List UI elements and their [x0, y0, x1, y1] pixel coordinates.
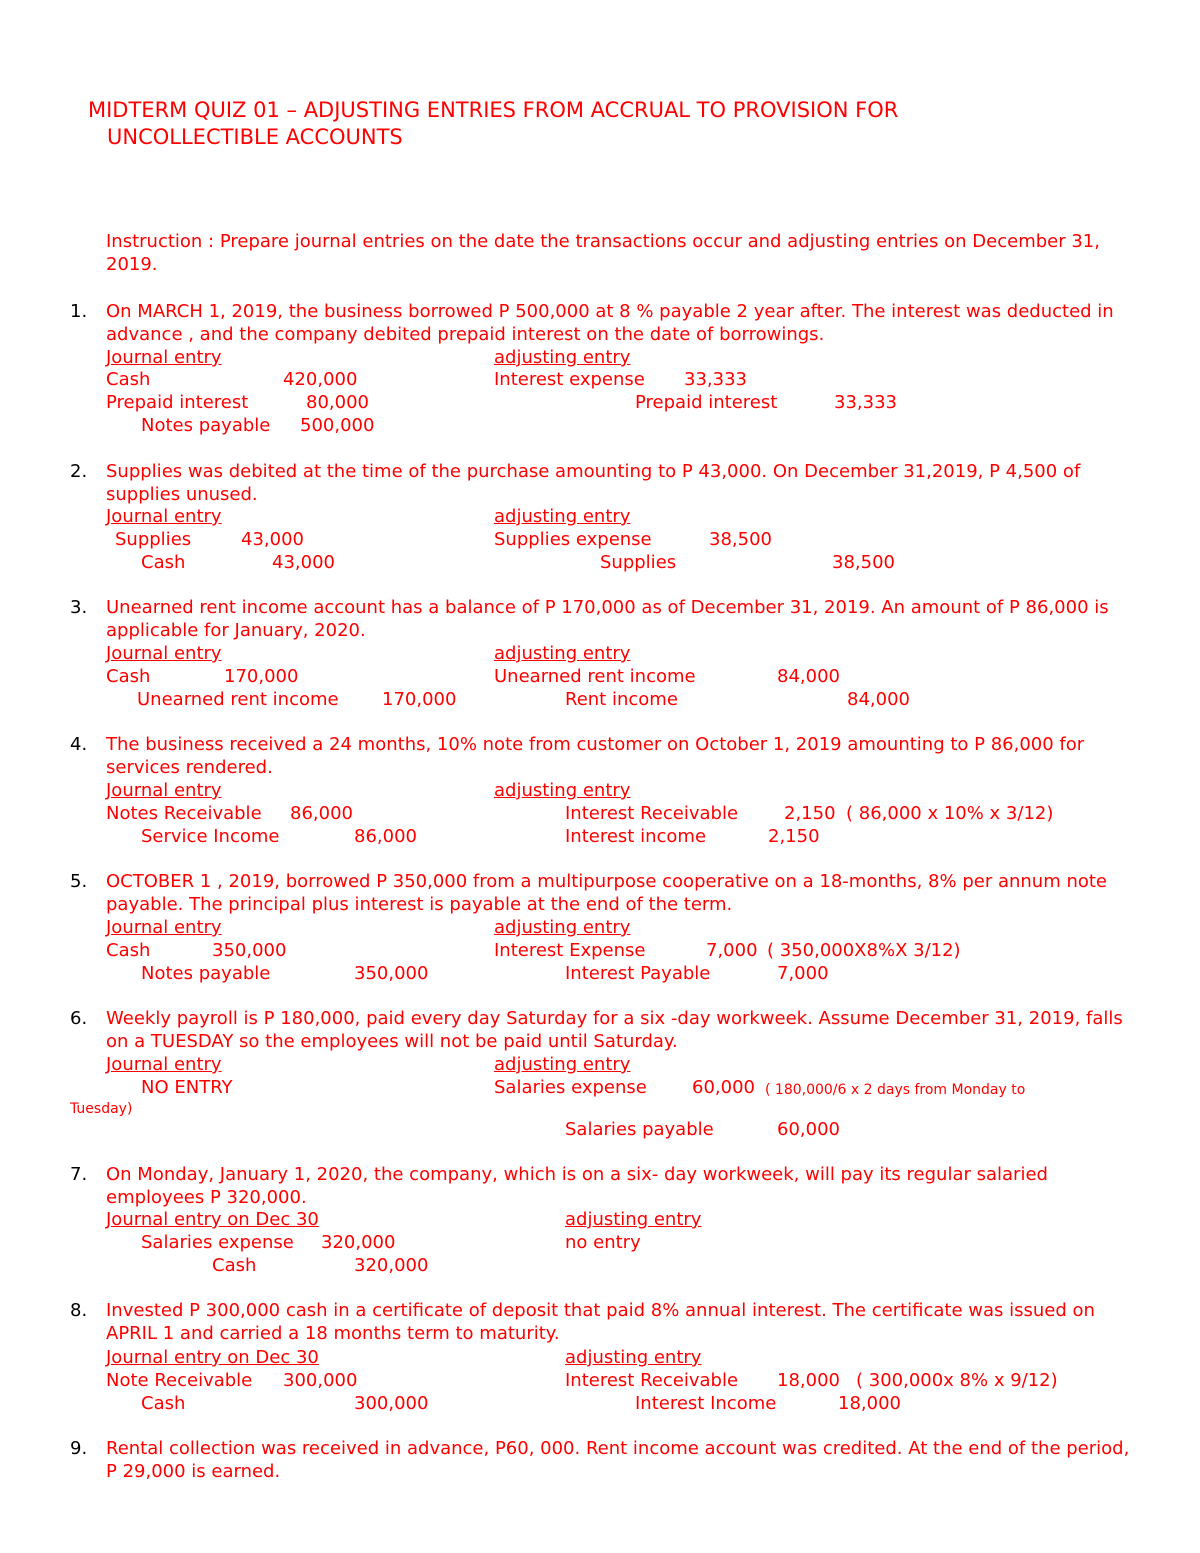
- adjusting-account: Interest income: [565, 826, 707, 847]
- adjusting-account: Unearned rent income: [494, 666, 696, 687]
- question-text: Supplies was debited at the time of the purchase amounting to P 43,000. On December 31,2019, P 4,500 of supplies unused.: [106, 461, 1081, 505]
- journal-amount: 170,000: [382, 689, 457, 710]
- question-number: 7.: [70, 1164, 88, 1185]
- journal-amount: 43,000: [241, 529, 304, 550]
- journal-account: Salaries expense: [141, 1232, 294, 1253]
- adjusting-heading: adjusting entry: [494, 643, 631, 664]
- adjusting-account: Rent income: [565, 689, 678, 710]
- question-number: 4.: [70, 734, 88, 755]
- journal-account: Supplies: [115, 529, 192, 550]
- journal-heading: Journal entry: [106, 1054, 222, 1075]
- computation-note: ( 86,000 x 10% x 3/12): [846, 803, 1054, 824]
- adjusting-amount: 60,000: [692, 1077, 755, 1098]
- adjusting-account: Interest Income: [635, 1393, 777, 1414]
- instruction-text: Instruction : Prepare journal entries on the date the transactions occur and adjusting entries on December 31, 2019.: [106, 231, 1100, 275]
- adjusting-amount: 7,000: [777, 963, 829, 984]
- journal-amount: 300,000: [283, 1370, 358, 1391]
- adjusting-amount: 18,000: [838, 1393, 901, 1414]
- journal-amount: 500,000: [300, 415, 375, 436]
- adjusting-account: Interest expense: [494, 369, 645, 390]
- journal-amount: 300,000: [354, 1393, 429, 1414]
- journal-account: Unearned rent income: [137, 689, 339, 710]
- adjusting-amount: 38,500: [832, 552, 895, 573]
- journal-account: Cash: [141, 552, 186, 573]
- title-line-1: MIDTERM QUIZ 01 – ADJUSTING ENTRIES FROM ACCRUAL TO PROVISION FOR: [88, 98, 899, 122]
- journal-amount: 350,000: [212, 940, 287, 961]
- question-text: The business received a 24 months, 10% note from customer on October 1, 2019 amounting to P 86,000 for services rendered.: [106, 734, 1085, 778]
- journal-account: Notes Receivable: [106, 803, 262, 824]
- journal-heading: Journal entry on Dec 30: [106, 1209, 319, 1230]
- journal-account: NO ENTRY: [141, 1077, 233, 1098]
- question-number: 9.: [70, 1438, 88, 1459]
- computation-note-continued: Tuesday): [70, 1101, 133, 1117]
- question-text: Weekly payroll is P 180,000, paid every day Saturday for a six -day workweek. Assume December 31, 2019, falls on a TUESDAY so the employees will not be paid until Saturday.: [106, 1008, 1123, 1052]
- question-text: On MARCH 1, 2019, the business borrowed P 500,000 at 8 % payable 2 year after. The interest was deducted in advance , and the company debited prepaid interest on the date of borrowings.: [106, 301, 1114, 345]
- journal-account: Cash: [106, 940, 151, 961]
- computation-note: ( 350,000X8%X 3/12): [767, 940, 961, 961]
- journal-amount: 86,000: [354, 826, 417, 847]
- adjusting-account: Salaries payable: [565, 1119, 714, 1140]
- adjusting-account: Interest Receivable: [565, 803, 739, 824]
- journal-heading: Journal entry: [106, 506, 222, 527]
- adjusting-heading: adjusting entry: [494, 917, 631, 938]
- journal-amount: 320,000: [321, 1232, 396, 1253]
- journal-heading: Journal entry: [106, 780, 222, 801]
- question-number: 2.: [70, 461, 88, 482]
- journal-account: Prepaid interest: [106, 392, 249, 413]
- journal-heading: Journal entry: [106, 347, 222, 368]
- adjusting-amount: 33,333: [834, 392, 897, 413]
- adjusting-amount: 60,000: [777, 1119, 840, 1140]
- question-text: Rental collection was received in advance, P60, 000. Rent income account was credited. At the end of the period, P 29,000 is earned.: [106, 1438, 1130, 1482]
- adjusting-amount: 18,000: [777, 1370, 840, 1391]
- journal-amount: 80,000: [306, 392, 369, 413]
- journal-account: Cash: [106, 369, 151, 390]
- journal-amount: 320,000: [354, 1255, 429, 1276]
- journal-amount: 350,000: [354, 963, 429, 984]
- title-line-2: UNCOLLECTIBLE ACCOUNTS: [107, 125, 403, 149]
- question-text: On Monday, January 1, 2020, the company, which is on a six- day workweek, will pay its regular salaried employees P 320,000.: [106, 1164, 1048, 1208]
- computation-note: ( 180,000/6 x 2 days from Monday to: [765, 1082, 1026, 1098]
- journal-heading: Journal entry on Dec 30: [106, 1347, 319, 1368]
- journal-heading: Journal entry: [106, 643, 222, 664]
- adjusting-amount: 33,333: [684, 369, 747, 390]
- question-text: Invested P 300,000 cash in a certificate of deposit that paid 8% annual interest. The certificate was issued on APRIL 1 and carried a 18 months term to maturity.: [106, 1300, 1095, 1344]
- question-number: 1.: [70, 301, 88, 322]
- journal-account: Cash: [141, 1393, 186, 1414]
- question-text: OCTOBER 1 , 2019, borrowed P 350,000 from a multipurpose cooperative on a 18-months, 8% per annum note payable. The principal plus interest is payable at the end of the term.: [106, 871, 1108, 915]
- adjusting-account: Supplies: [600, 552, 677, 573]
- adjusting-account: Salaries expense: [494, 1077, 647, 1098]
- adjusting-heading: adjusting entry: [494, 506, 631, 527]
- journal-amount: 43,000: [272, 552, 335, 573]
- question-number: 6.: [70, 1008, 88, 1029]
- journal-amount: 420,000: [283, 369, 358, 390]
- journal-account: Notes payable: [141, 415, 271, 436]
- journal-account: Cash: [212, 1255, 257, 1276]
- question-number: 5.: [70, 871, 88, 892]
- adjusting-account: Prepaid interest: [635, 392, 778, 413]
- adjusting-account: Interest Receivable: [565, 1370, 739, 1391]
- adjusting-heading: adjusting entry: [565, 1209, 702, 1230]
- journal-amount: 86,000: [290, 803, 353, 824]
- adjusting-amount: 2,150: [784, 803, 836, 824]
- adjusting-account: no entry: [565, 1232, 641, 1253]
- question-number: 3.: [70, 597, 88, 618]
- adjusting-heading: adjusting entry: [494, 1054, 631, 1075]
- journal-account: Notes payable: [141, 963, 271, 984]
- adjusting-account: Interest Expense: [494, 940, 646, 961]
- computation-note: ( 300,000x 8% x 9/12): [856, 1370, 1058, 1391]
- journal-account: Cash: [106, 666, 151, 687]
- adjusting-amount: 2,150: [768, 826, 820, 847]
- document-title: [88, 97, 1148, 151]
- adjusting-amount: 38,500: [709, 529, 772, 550]
- adjusting-amount: 84,000: [847, 689, 910, 710]
- adjusting-account: Interest Payable: [565, 963, 711, 984]
- adjusting-account: Supplies expense: [494, 529, 652, 550]
- journal-account: Note Receivable: [106, 1370, 253, 1391]
- journal-account: Service Income: [141, 826, 280, 847]
- journal-amount: 170,000: [224, 666, 299, 687]
- adjusting-heading: adjusting entry: [494, 780, 631, 801]
- question-number: 8.: [70, 1300, 88, 1321]
- question-text: Unearned rent income account has a balance of P 170,000 as of December 31, 2019. An amount of P 86,000 is applicable for January, 2020.: [106, 597, 1109, 641]
- adjusting-amount: 7,000: [706, 940, 758, 961]
- adjusting-amount: 84,000: [777, 666, 840, 687]
- adjusting-heading: adjusting entry: [565, 1347, 702, 1368]
- journal-heading: Journal entry: [106, 917, 222, 938]
- adjusting-heading: adjusting entry: [494, 347, 631, 368]
